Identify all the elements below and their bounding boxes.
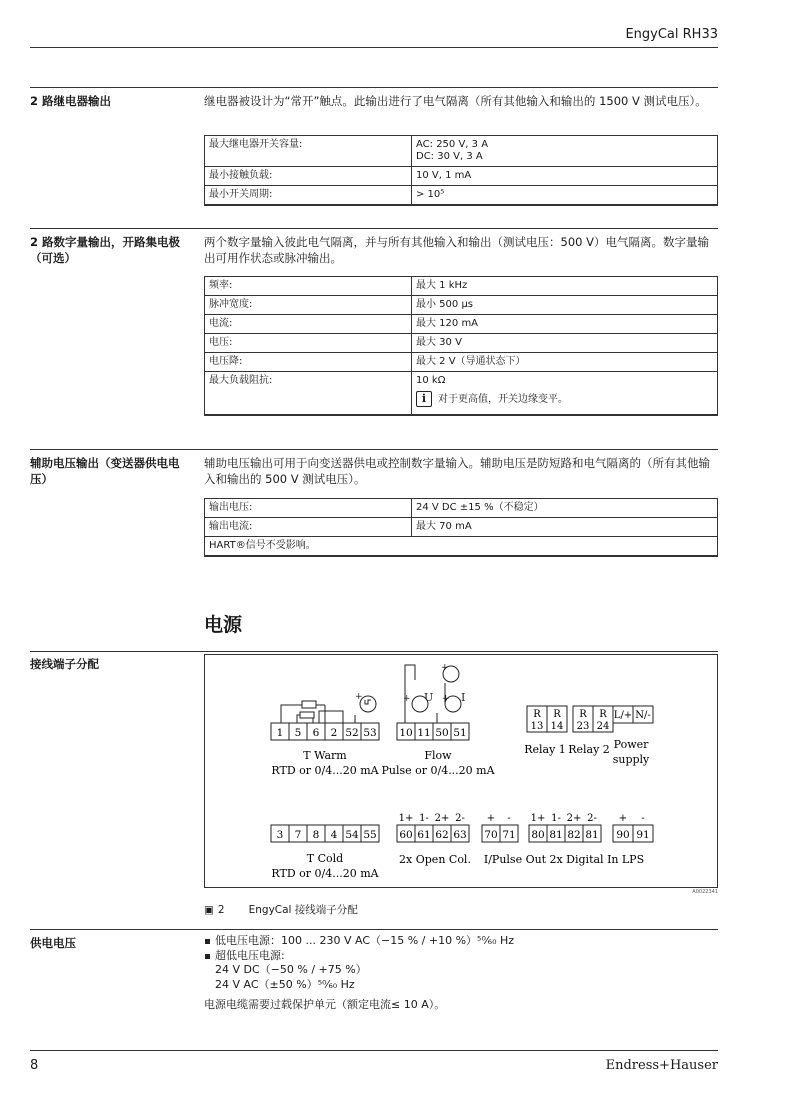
relay-number: 24 [596,721,610,732]
terminal-strip-tcold [271,825,379,842]
terminal-number: 62 [435,829,449,841]
relay-number: 14 [550,721,564,732]
page-number: 8 [30,1058,39,1073]
spec-key: 脉冲宽度: [205,296,412,315]
section-rule [30,651,718,652]
terminal-number: 7 [294,829,302,841]
polarity-mark: - [641,813,645,824]
spec-value: 最小 500 µs [412,296,718,315]
table-row [205,296,718,315]
tcold-label: T Cold [306,852,344,865]
terminal-number: 63 [453,829,467,841]
terminal-number: 81 [585,829,599,841]
note [416,391,713,407]
wiring-diagram [204,654,718,888]
spec-key: 电压: [205,334,412,353]
power-terminal-l: L/+ [613,710,633,721]
table-row [205,136,718,167]
lps-label: LPS [621,853,645,866]
table-row [205,167,718,186]
spec-key: 最大继电器开关容量: [205,136,412,167]
spec-value: 10 V, 1 mA [412,167,718,186]
figure-number: 2 [217,904,225,916]
polarity-mark: 2+ [566,813,582,824]
spec-key: 电流: [205,315,412,334]
terminal-number: 55 [363,829,377,841]
table-row [205,334,718,353]
info-icon: i [416,391,432,407]
list-item: 低电压电源：100 ... 230 V AC（−15 % / +10 %）⁵⁰⁄₆₀ Hz [204,934,718,949]
header-rule [30,47,718,48]
relay-letter: R [553,709,561,720]
terminal-number: 52 [345,727,359,739]
terminal-number: 5 [294,727,302,739]
terminal-number: 1 [276,727,284,739]
wiring-diagram-svg [205,655,717,887]
figure-code: A0022341 [692,889,718,895]
spec-value [412,136,718,167]
supply-list [204,934,718,1013]
terminal-number: 2 [330,727,338,739]
terminal-number: 6 [312,727,320,739]
relay-number: 23 [576,721,590,732]
list-item-line: 24 V AC（±50 %）⁵⁰⁄₆₀ Hz [215,977,355,991]
table-row [205,499,718,518]
polarity-mark: + [618,813,628,824]
table-row [205,353,718,372]
spec-value: > 10⁵ [412,186,718,206]
terminal-number: 80 [531,829,545,841]
terminal-number: 61 [417,829,431,841]
table-row [205,315,718,334]
section-rule [30,87,718,88]
digital-in-label: 2x Digital In [549,853,619,866]
spec-value: 最大 30 V [412,334,718,353]
terminal-number: 53 [363,727,377,739]
spec-key: 电压降: [205,353,412,372]
section-label-wiring: 接线端子分配 [30,657,99,671]
figure-icon: ▣ [204,904,214,916]
current-mark: I [461,691,466,704]
spec-key: 最大负载阻抗: [205,372,412,416]
section-heading-power: 电源 [204,614,243,636]
spec-value [412,372,718,416]
terminal-number: 51 [453,727,467,739]
polarity-mark: 2- [587,813,597,824]
section-text-digital: 两个数字量输入彼此电气隔离，并与所有其他输入和输出（测试电压：500 V）电气隔离。数字量输出可用作状态或脉冲输出。 [204,235,709,265]
terminal-number: 71 [502,829,516,841]
relay-number: 13 [530,721,544,732]
power-terminal-n: N/- [635,710,651,721]
table-row [205,186,718,206]
terminal-number: 82 [567,829,581,841]
document-title: EngyCal RH33 [625,27,718,42]
spec-value-line: DC: 30 V, 3 A [416,151,483,162]
table-row [205,537,718,557]
section-rule [30,449,718,450]
flow-sublabel: Pulse or 0/4...20 mA [381,764,495,777]
polarity-mark: 2+ [434,813,450,824]
relay-letter: R [533,709,541,720]
figure-caption [204,902,358,917]
terminal-strip-open-col [397,813,469,842]
section-label-digital: 2 路数字量输出，开路集电极（可选） [30,235,181,265]
terminal-number: 50 [435,727,449,739]
spec-footer: HART®信号不受影响。 [205,537,718,557]
twarm-label: T Warm [303,749,347,762]
section-rule [30,228,718,229]
brand-name: Endress+Hauser [605,1058,718,1073]
relay1-label: Relay 1 [524,743,566,756]
terminal-number: 11 [417,727,431,739]
spec-value: 最大 2 V（导通状态下） [412,353,718,372]
terminal-strip-pulse-out [482,813,518,842]
spec-value-line: 10 kΩ [416,375,446,386]
polarity-mark: 1- [551,813,561,824]
section-label-supply: 供电电压 [30,936,76,950]
list-item: 超低电压电源: [204,949,718,964]
list-item-line: 24 V DC（−50 % / +75 %） [215,963,367,976]
spec-value: 最大 1 kHz [412,277,718,296]
table-row [205,277,718,296]
terminal-number: 60 [399,829,413,841]
power-label: Power [613,738,649,751]
terminal-strip-flow [397,723,469,740]
polarity-mark: + [355,692,363,702]
spec-value: 24 V DC ±15 %（不稳定） [412,499,718,518]
voltage-mark: U [424,691,434,704]
relay-terminals [527,706,613,732]
figure-caption-text: EngyCal 接线端子分配 [248,904,358,916]
terminal-strip-twarm [271,723,379,740]
terminal-number: 91 [636,829,650,841]
polarity-mark: + [442,694,450,704]
terminal-number: 10 [399,727,413,739]
table-row [205,372,718,416]
polarity-mark: 1+ [530,813,546,824]
terminal-number: 54 [345,829,359,841]
twarm-sublabel: RTD or 0/4...20 mA [271,764,379,777]
polarity-mark: + [441,663,449,673]
section-text-relay: 继电器被设计为“常开”触点。此输出进行了电气隔离（所有其他输入和输出的 1500 V 测试电压）。 [204,94,707,108]
spec-value-line: AC: 250 V, 3 A [416,139,489,150]
footer-rule [30,1050,718,1051]
spec-key: 频率: [205,277,412,296]
polarity-mark: + [403,694,411,704]
flow-label: Flow [424,749,452,762]
terminal-number: 70 [484,829,498,841]
polarity-mark: 2- [455,813,465,824]
polarity-mark: 1- [419,813,429,824]
spec-key: 最小开关周期: [205,186,412,206]
spec-key: 输出电流: [205,518,412,537]
terminal-strip-lps [613,813,653,842]
polarity-mark: + [486,813,496,824]
spec-key: 最小接触负载: [205,167,412,186]
terminal-number: 90 [616,829,630,841]
aux-spec-table [204,498,718,557]
spec-value: 最大 120 mA [412,315,718,334]
table-row [205,518,718,537]
open-col-label: 2x Open Col. [399,853,471,866]
power-sublabel: supply [612,753,650,766]
relay-letter: R [579,709,587,720]
polarity-mark: - [507,813,511,824]
relay-letter: R [599,709,607,720]
terminal-number: 4 [330,829,338,841]
section-text-aux: 辅助电压输出可用于向变送器供电或控制数字量输入。辅助电压是防短路和电气隔离的（所有其他输入和输出的 500 V 测试电压）。 [204,456,710,486]
pulse-out-label: I/Pulse Out [483,853,547,866]
section-label-aux: 辅助电压输出（变送器供电电压） [30,456,180,486]
terminal-strip-digital-in [529,813,601,842]
digital-spec-table [204,276,718,416]
terminal-number: 8 [312,829,320,841]
section-label-relay: 2 路继电器输出 [30,94,112,108]
note-text: 对于更高值，开关边缘变平。 [438,394,568,405]
polarity-mark: 1+ [398,813,414,824]
spec-value: 最大 70 mA [412,518,718,537]
tcold-sublabel: RTD or 0/4...20 mA [271,867,379,880]
spec-key: 输出电压: [205,499,412,518]
section-rule [30,929,718,930]
supply-note: 电源电缆需要过载保护单元（额定电流≤ 10 A）。 [204,998,446,1011]
relay-spec-table [204,135,718,206]
terminal-number: 3 [276,829,284,841]
terminal-number: 81 [549,829,563,841]
relay2-label: Relay 2 [568,743,610,756]
